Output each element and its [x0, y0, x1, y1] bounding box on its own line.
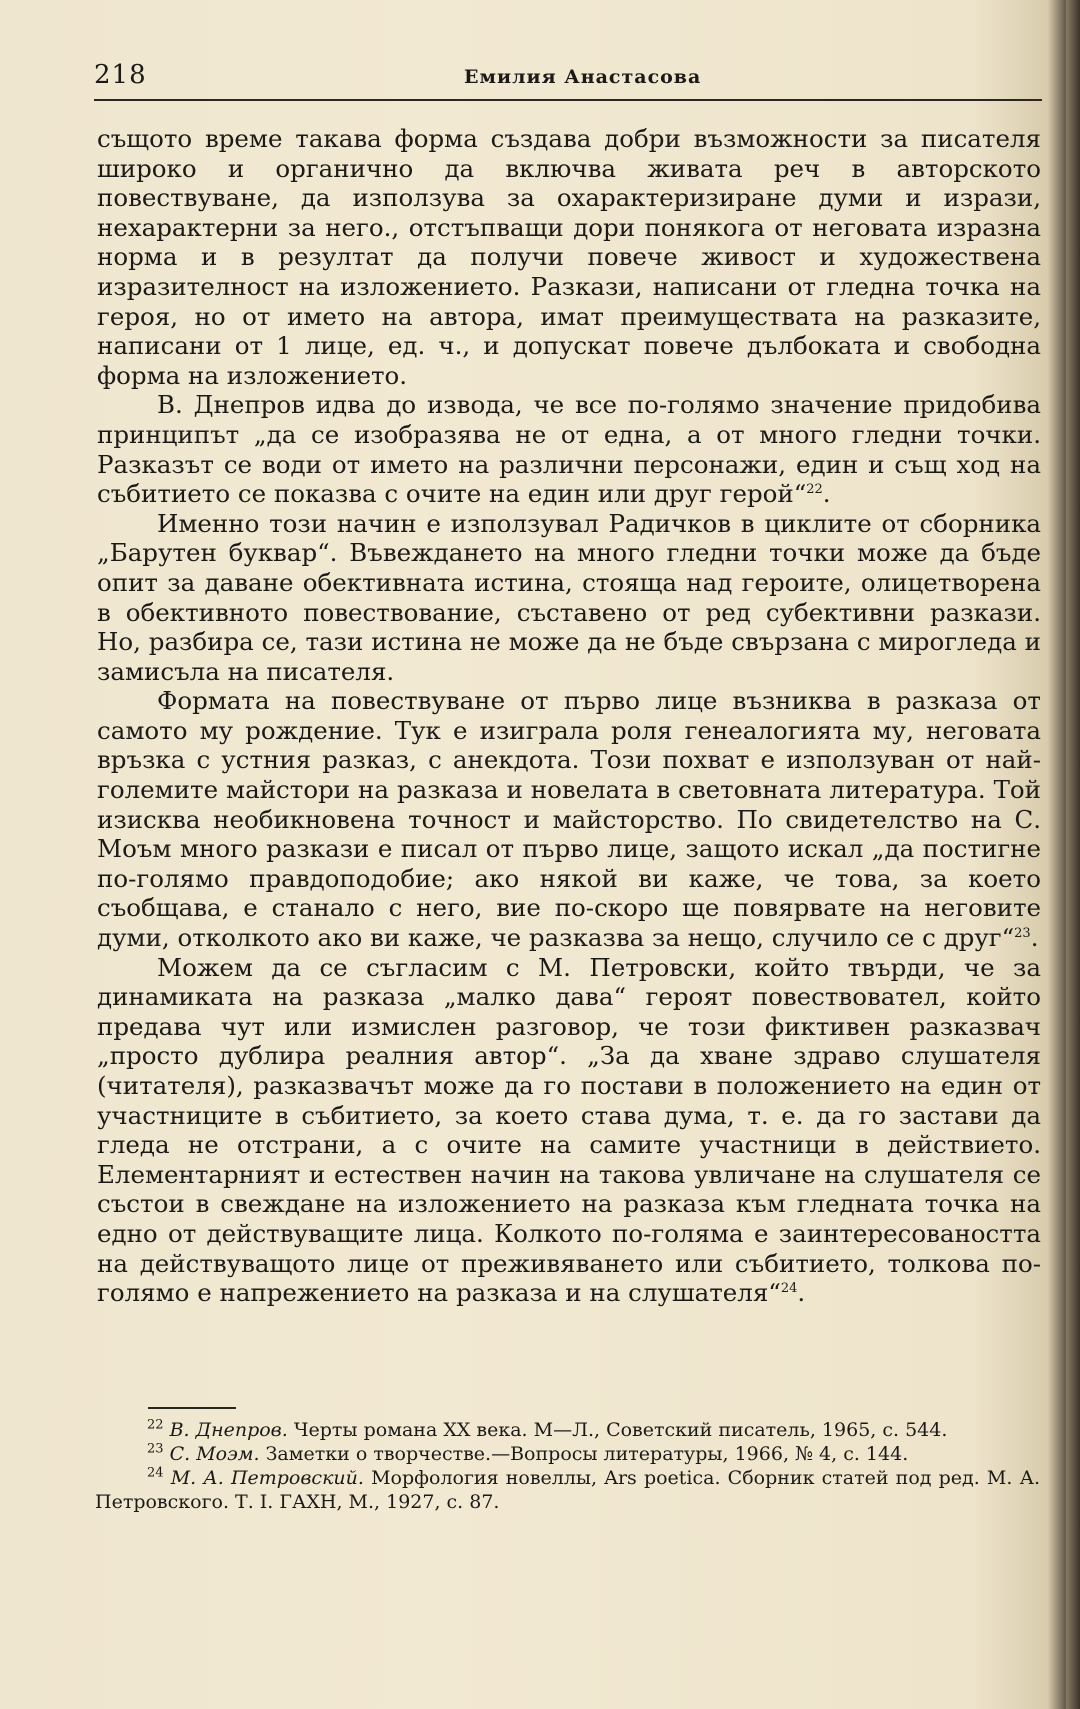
- footnote-22: $^{22}$ В. Днепров. Черты романа XX века. М—Л., Советский писатель, 1965, с. 544.: [147, 1417, 948, 1441]
- book-spine-edge: [1066, 0, 1080, 1709]
- footnote-ref-24: 24: [780, 1281, 798, 1296]
- footnote-rule: [148, 1407, 236, 1409]
- running-head: Емилия Анастасова: [464, 66, 702, 88]
- footnotes: [95, 1418, 1040, 1514]
- page-number: 218: [94, 60, 147, 90]
- paragraph-1: същото време такава форма създава добри възможности за писателя широко и органично да включва живата реч в авторското повествуване, да използува за охарактеризиране думи и изрази, нехарактерни за него., отстъпващи дори понякога от неговата изразна норма и в резултат да получи повече живост и художествена изразителност на изложението. Разкази, написани от гледна точка на героя, но от името на автора, имат преимуществата на разказите, написани от 1 лице, ед. ч., и допускат повече дълбоката и свободна форма на изложението.: [97, 124, 1041, 390]
- paragraph-3: Именно този начин е използувал Радичков в циклите от сборника „Барутен буквар“. Въвеждането на много гледни точки може да бъде опит за даване обективната истина, стояща над героите, олицетворена в обективното повествование, съставено от ред субективни разкази. Но, разбира се, тази истина не може да не бъде свързана с мирогледа и замисъла на писателя.: [97, 508, 1041, 686]
- footnote-23: $^{23}$ С. Моэм. Заметки о творчестве.—Вопросы литературы, 1966, № 4, с. 144.: [147, 1441, 909, 1465]
- footnote-ref-23: 23: [1014, 925, 1031, 941]
- footnote-24: $^{24}$ М. А. Петровский. Морфология новеллы, Ars poetica. Сборник статей под ред. М. А. Петровского. Т. I. ГАХН, М., 1927, с. 87.: [95, 1465, 1040, 1513]
- footnote-ref-22: 22: [806, 481, 823, 497]
- header-rule: [94, 99, 1042, 101]
- page-header: [94, 60, 1044, 96]
- paragraph-4: Формата на повествуване от първо лице възниква в разказа от самото му рождение. Тук е изиграла роля генеалогията му, неговата връзка с устния разказ, с анекдота. Този похват е използуван от най-големите майстори на разказа и новелата в световната литература. Той изисква необикновена точност и майсторство. По свидетелство на С. Моъм много разкази е писал от първо лице, защото искал „да постигне по-голямо правдоподобие; ако някой ви каже, че това, за което съобщава, е станало с него, вие по-скоро ще повярвате на неговите думи, отколкото ако ви каже, че разказва за нещо, случило се с друг“$^{23}$.: [97, 686, 1041, 953]
- body-text: [97, 124, 1041, 1308]
- paragraph-2: В. Днепров идва до извода, че все по-голямо значение придобива принципът „да се изобразява не от една, а от много гледни точки. Разказът се води от името на различни персонажи, един и същ ход на събитието се показва с очите на един или друг герой“$^{22}$.: [97, 390, 1041, 509]
- paragraph-5: Можем да се съгласим с М. Петровски, който твърди, че за динамиката на разказа „малко дава“ героят повествовател, който предава чут или измислен разговор, че този фиктивен разказвач „просто дублира реалния автор“. „За да хване здраво слушателя (читателя), разказвачът може да го постави в положението на един от участниците в събитието, за което става дума, т. е. да го застави да гледа не отстрани, а с очите на самите участници в действието. Елементарният и естествен начин на такова увличане на слушателя се състои в свеждане на изложението на разказа към гледната точка на едно от действуващите лица. Колкото по-голяма е заинтересоваността на действуващото лице от преживяването или събитието, толкова по-голямо е напрежението на разказа и на слушателя“$^{24}$.: [97, 952, 1041, 1308]
